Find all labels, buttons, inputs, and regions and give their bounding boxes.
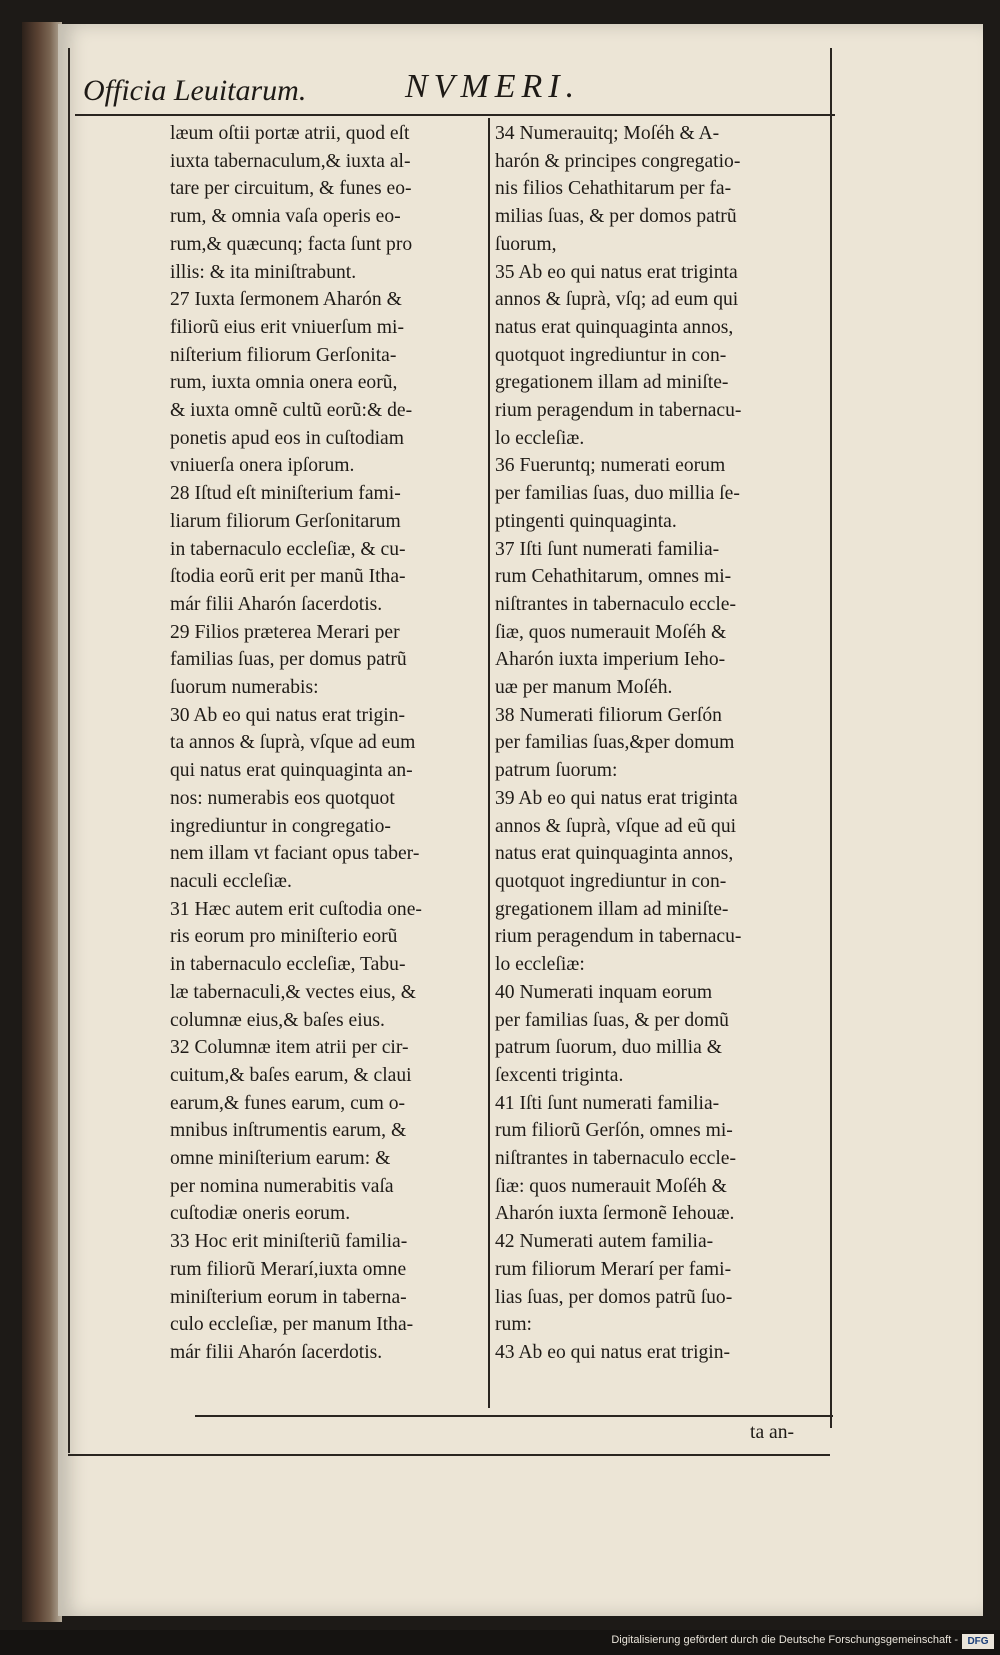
text-line: per nomina numerabitis vaſa bbox=[170, 1175, 394, 1197]
text-line: columnæ eius,& baſes eius. bbox=[170, 1009, 385, 1031]
text-line: naculi eccleſiæ. bbox=[170, 870, 292, 892]
text-line: már filii Aharón ſacerdotis. bbox=[170, 593, 383, 615]
text-line: 36 Fueruntq; numerati eorum bbox=[495, 455, 726, 477]
text-line: lias ſuas, per domos patrũ ſuo- bbox=[495, 1286, 733, 1308]
text-line: ponetis apud eos in cuſtodiam bbox=[170, 427, 404, 449]
text-line: patrum ſuorum: bbox=[495, 760, 618, 782]
column-divider bbox=[488, 118, 490, 1408]
text-line: ſiæ: quos numerauit Moſéh & bbox=[495, 1175, 727, 1197]
text-line: rum, iuxta omnia onera eorũ, bbox=[170, 372, 398, 394]
text-line: rum filiorum Merarí per fami- bbox=[495, 1258, 732, 1280]
text-line: natus erat quinquaginta annos, bbox=[495, 843, 734, 865]
text-line: læum oſtii portæ atrii, quod eſt bbox=[170, 123, 410, 144]
text-line: quotquot ingrediuntur in con- bbox=[495, 344, 727, 366]
frame-rule-right bbox=[830, 48, 832, 1428]
text-line: ſtodia eorũ erit per manũ Itha- bbox=[170, 566, 406, 588]
text-line: qui natus erat quinquaginta an- bbox=[170, 760, 413, 782]
text-line: per familias ſuas, duo millia ſe- bbox=[495, 483, 740, 505]
text-line: ſiæ, quos numerauit Moſéh & bbox=[495, 621, 727, 643]
text-line: 29 Filios præterea Merari per bbox=[170, 621, 400, 643]
text-line: cuitum,& baſes earum, & claui bbox=[170, 1064, 412, 1086]
text-line: iuxta tabernaculum,& iuxta al- bbox=[170, 150, 411, 172]
text-line: omne miniſterium earum: & bbox=[170, 1148, 391, 1170]
page-header bbox=[75, 56, 835, 116]
text-line: lo eccleſiæ: bbox=[495, 954, 585, 976]
text-line: milias ſuas, & per domos patrũ bbox=[495, 206, 737, 228]
text-line: 32 Columnæ item atrii per cir- bbox=[170, 1037, 409, 1059]
text-line: nem illam vt faciant opus taber- bbox=[170, 843, 420, 865]
text-line: gregationem illam ad miniſte- bbox=[495, 898, 729, 920]
text-line: per familias ſuas, & per domũ bbox=[495, 1009, 729, 1031]
text-line: 39 Ab eo qui natus erat triginta bbox=[495, 787, 738, 809]
text-line: nis filios Cehathitarum per fa- bbox=[495, 178, 732, 200]
text-line: earum,& funes earum, cum o- bbox=[170, 1092, 406, 1114]
text-line: Aharón iuxta imperium Ieho- bbox=[495, 649, 726, 671]
text-line: in tabernaculo eccleſiæ, Tabu- bbox=[170, 954, 406, 976]
text-line: & iuxta omnẽ cultũ eorũ:& de- bbox=[170, 400, 413, 422]
text-line: per familias ſuas,&per domum bbox=[495, 732, 735, 754]
text-line: cuſtodiæ oneris eorum. bbox=[170, 1203, 351, 1225]
text-line: rum, & omnia vaſa operis eo- bbox=[170, 206, 401, 228]
text-line: 37 Iſti ſunt numerati familia- bbox=[495, 538, 720, 560]
text-line: 38 Numerati filiorum Gerſón bbox=[495, 704, 722, 726]
text-line: ta annos & ſuprà, vſque ad eum bbox=[170, 732, 416, 754]
text-line: annos & ſuprà, vſq; ad eum qui bbox=[495, 289, 739, 311]
book-title: NVMERI. bbox=[405, 68, 581, 105]
right-text-column bbox=[495, 120, 800, 1367]
text-line: rum Cehathitarum, omnes mi- bbox=[495, 566, 732, 588]
text-line: 41 Iſti ſunt numerati familia- bbox=[495, 1092, 720, 1114]
digitization-footer bbox=[0, 1630, 1000, 1655]
text-line: 42 Numerati autem familia- bbox=[495, 1231, 714, 1253]
text-line: miniſterium eorum in taberna- bbox=[170, 1286, 407, 1308]
text-line: már filii Aharón ſacerdotis. bbox=[170, 1341, 383, 1363]
text-line: filiorũ eius erit vniuerſum mi- bbox=[170, 316, 404, 338]
text-line: annos & ſuprà, vſque ad eũ qui bbox=[495, 815, 737, 837]
text-line: 33 Hoc erit miniſteriũ familia- bbox=[170, 1231, 408, 1253]
bottom-rule bbox=[195, 1415, 833, 1417]
text-line: 34 Numerauitq; Moſéh & A- bbox=[495, 123, 720, 144]
text-line: niſtrantes in tabernaculo eccle- bbox=[495, 593, 736, 615]
text-line: 40 Numerati inquam eorum bbox=[495, 981, 713, 1003]
text-line: ptingenti quinquaginta. bbox=[495, 510, 677, 532]
text-line: liarum filiorum Gerſonitarum bbox=[170, 510, 401, 532]
text-line: 27 Iuxta ſermonem Aharón & bbox=[170, 289, 402, 311]
text-line: niſterium filiorum Gerſonita- bbox=[170, 344, 397, 366]
book-spine-edge bbox=[22, 22, 62, 1622]
text-line: familias ſuas, per domus patrũ bbox=[170, 649, 407, 671]
header-rule bbox=[75, 114, 835, 116]
text-line: Aharón iuxta ſermonẽ Iehouæ. bbox=[495, 1203, 735, 1225]
text-line: gregationem illam ad miniſte- bbox=[495, 372, 729, 394]
text-line: 31 Hæc autem erit cuſtodia one- bbox=[170, 898, 422, 920]
text-line: quotquot ingrediuntur in con- bbox=[495, 870, 727, 892]
text-line: 43 Ab eo qui natus erat trigin- bbox=[495, 1341, 731, 1363]
frame-rule-left bbox=[68, 48, 70, 1453]
left-text-column bbox=[170, 120, 476, 1367]
catchword: ta an- bbox=[750, 1422, 795, 1443]
text-line: 28 Iſtud eſt miniſterium fami- bbox=[170, 483, 401, 505]
text-line: 30 Ab eo qui natus erat trigin- bbox=[170, 704, 406, 726]
footer-credit: Digitalisierung gefördert durch die Deutsche Forschungsgemeinschaft - bbox=[611, 1634, 958, 1646]
text-line: ſuorum, bbox=[495, 233, 557, 255]
text-line: vniuerſa onera ipſorum. bbox=[170, 455, 355, 477]
text-line: patrum ſuorum, duo millia & bbox=[495, 1037, 722, 1059]
text-line: rium peragendum in tabernacu- bbox=[495, 400, 742, 422]
text-line: in tabernaculo eccleſiæ, & cu- bbox=[170, 538, 406, 560]
text-line: nos: numerabis eos quotquot bbox=[170, 787, 395, 809]
text-line: tare per circuitum, & funes eo- bbox=[170, 178, 412, 200]
text-line: natus erat quinquaginta annos, bbox=[495, 316, 734, 338]
text-line: harón & principes congregatio- bbox=[495, 150, 741, 172]
text-line: mnibus inſtrumentis earum, & bbox=[170, 1120, 407, 1142]
running-head: Officia Leuitarum. bbox=[83, 74, 307, 107]
text-line: uæ per manum Moſéh. bbox=[495, 677, 673, 699]
text-line: rum filiorũ Gerſón, omnes mi- bbox=[495, 1120, 733, 1142]
text-line: 35 Ab eo qui natus erat triginta bbox=[495, 261, 738, 283]
text-line: ris eorum pro miniſterio eorũ bbox=[170, 926, 398, 948]
text-line: rum: bbox=[495, 1314, 533, 1336]
text-line: rum,& quæcunq; facta ſunt pro bbox=[170, 233, 413, 255]
text-line: illis: & ita miniſtrabunt. bbox=[170, 261, 357, 283]
text-line: rum filiorũ Merarí,iuxta omne bbox=[170, 1258, 407, 1280]
text-line: ſexcenti triginta. bbox=[495, 1064, 624, 1086]
text-line: ſuorum numerabis: bbox=[170, 677, 319, 699]
text-line: læ tabernaculi,& vectes eius, & bbox=[170, 981, 416, 1003]
text-line: lo eccleſiæ. bbox=[495, 427, 585, 449]
text-line: culo eccleſiæ, per manum Itha- bbox=[170, 1314, 414, 1336]
text-line: niſtrantes in tabernaculo eccle- bbox=[495, 1148, 736, 1170]
dfg-logo: DFG bbox=[962, 1634, 994, 1649]
frame-rule-bottom bbox=[68, 1454, 830, 1456]
text-line: ingrediuntur in congregatio- bbox=[170, 815, 391, 837]
text-line: rium peragendum in tabernacu- bbox=[495, 926, 742, 948]
